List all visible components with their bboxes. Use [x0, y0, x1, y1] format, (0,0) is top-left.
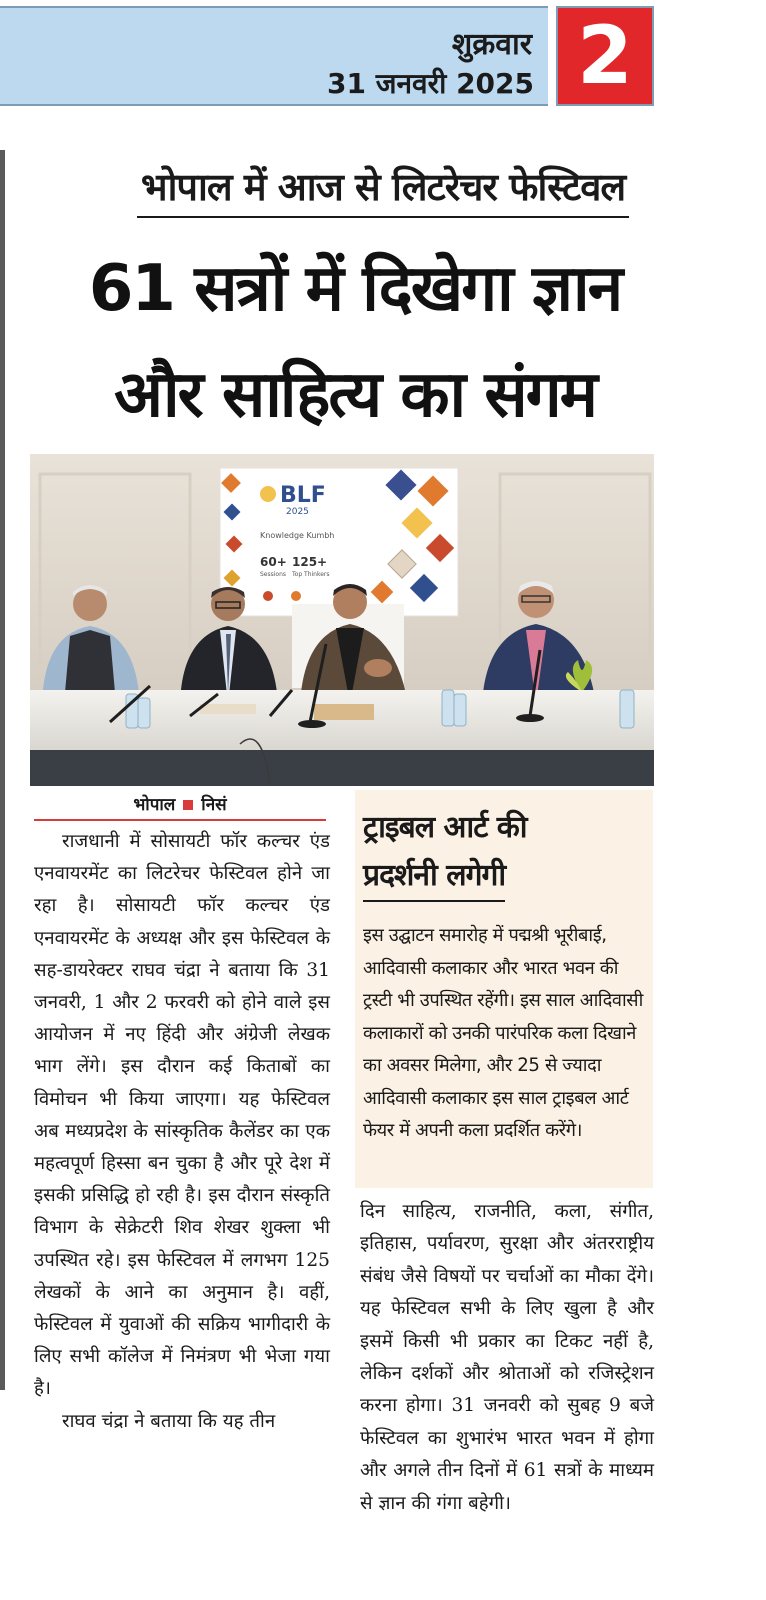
byline-agency: निसं — [201, 795, 227, 815]
byline-separator-square — [183, 800, 193, 810]
main-headline — [20, 236, 690, 448]
banner-year: 2025 — [286, 507, 309, 517]
sidebar-title — [363, 804, 645, 902]
sidebar-title-line-1: ट्राइबल आर्ट की — [363, 810, 527, 845]
banner-stat-2-label: Top Thinkers — [292, 571, 330, 578]
banner-stat-1-value: 60+ — [260, 555, 287, 569]
body-column-right: दिन साहित्य, राजनीति, कला, संगीत, इतिहास, पर्यावरण, सुरक्षा और अंतरराष्ट्रीय संबंध जैसे विषयों पर चर्चाओं का मौका देंगे। यह फेस्टिवल सभी के लिए खुला है और इसमें किसी भी प्रकार का टिकट नहीं है, लेकिन दर्शकों और श्रोताओं को रजिस्ट्रेशन करना होगा। 31 जनवरी को सुबह 9 बजे फेस्टिवल का शुभारंभ भारत भवन में होगा और अगले तीन दिनों में 61 सत्रों के माध्यम से ज्ञान की गंगा बहेगी। — [360, 1201, 654, 1514]
press-conference-photo — [30, 454, 654, 786]
column-rule — [0, 150, 5, 1390]
kicker-headline — [0, 160, 766, 218]
sidebar-title-line-2-text: प्रदर्शनी लगेगी — [363, 852, 505, 902]
banner-stat-1-label: Sessions — [260, 571, 287, 578]
byline — [34, 792, 326, 821]
sidebar-title-line-2 — [363, 852, 645, 902]
byline-place: भोपाल — [133, 795, 176, 815]
date-header — [0, 6, 548, 106]
body-paragraph-1: राजधानी में सोसायटी फॉर कल्चर एंड एनवायरमेंट का लिटरेचर फेस्टिवल होने जा रहा है। सोसायटी फॉर कल्चर एंड एनवायरमेंट के अध्यक्ष और इस फेस्टिवल के सह-डायरेक्टर राघव चंद्रा ने बताया कि 31 जनवरी, 1 और 2 फरवरी को होने वाले इस आयोजन में नए हिंदी और अंग्रेजी लेखक भाग लेंगे। इस दौरान कई किताबों का विमोचन भी किया जाएगा। यह फेस्टिवल अब मध्यप्रदेश के सांस्कृतिक कैलेंडर का एक महत्वपूर्ण हिस्सा बन चुका है और पूरे देश में इसकी प्रसिद्धि हो रही है। इस दौरान संस्कृति विभाग के सेक्रेटरी शिव शेखर शुक्ला भी उपस्थित रहे। इस फेस्टिवल में लगभग 125 लेखकों के आने का अनुमान है। वहीं, फेस्टिवल में युवाओं की सक्रिय भागीदारी के लिए सभी कॉलेज में निमंत्रण भी भेजा गया है। — [34, 831, 330, 1400]
sidebar-body: इस उद्घाटन समारोह में पद्मश्री भूरीबाई, आदिवासी कलाकार और भारत भवन की ट्रस्टी भी उपस्थित रहेंगी। इस साल आदिवासी कलाकारों को उनकी पारंपरिक कला दिखाने का अवसर मिलेगा, और 25 से ज्यादा आदिवासी कलाकार इस साल ट्राइबल आर्ट फेयर में अपनी कला प्रदर्शित करेंगे। — [363, 925, 643, 1141]
kicker-text: भोपाल में आज से लिटरेचर फेस्टिवल — [137, 160, 629, 218]
body-column-left — [34, 826, 330, 1438]
headline-line-2: और साहित्य का संगम — [114, 358, 596, 432]
banner-title: BLF — [280, 483, 326, 508]
banner-stat-2-value: 125+ — [292, 555, 328, 569]
weekday-label: शुक्रवार — [451, 27, 532, 62]
sidebar-box — [355, 790, 653, 1188]
banner-subtitle: Knowledge Kumbh — [260, 531, 335, 540]
body-paragraph-2: राघव चंद्रा ने बताया कि यह तीन — [62, 1410, 276, 1432]
date-label: 31 जनवरी 2025 — [327, 67, 534, 100]
page-number: 2 — [556, 6, 654, 106]
headline-line-1: 61 सत्रों में दिखेगा ज्ञान — [88, 252, 622, 326]
